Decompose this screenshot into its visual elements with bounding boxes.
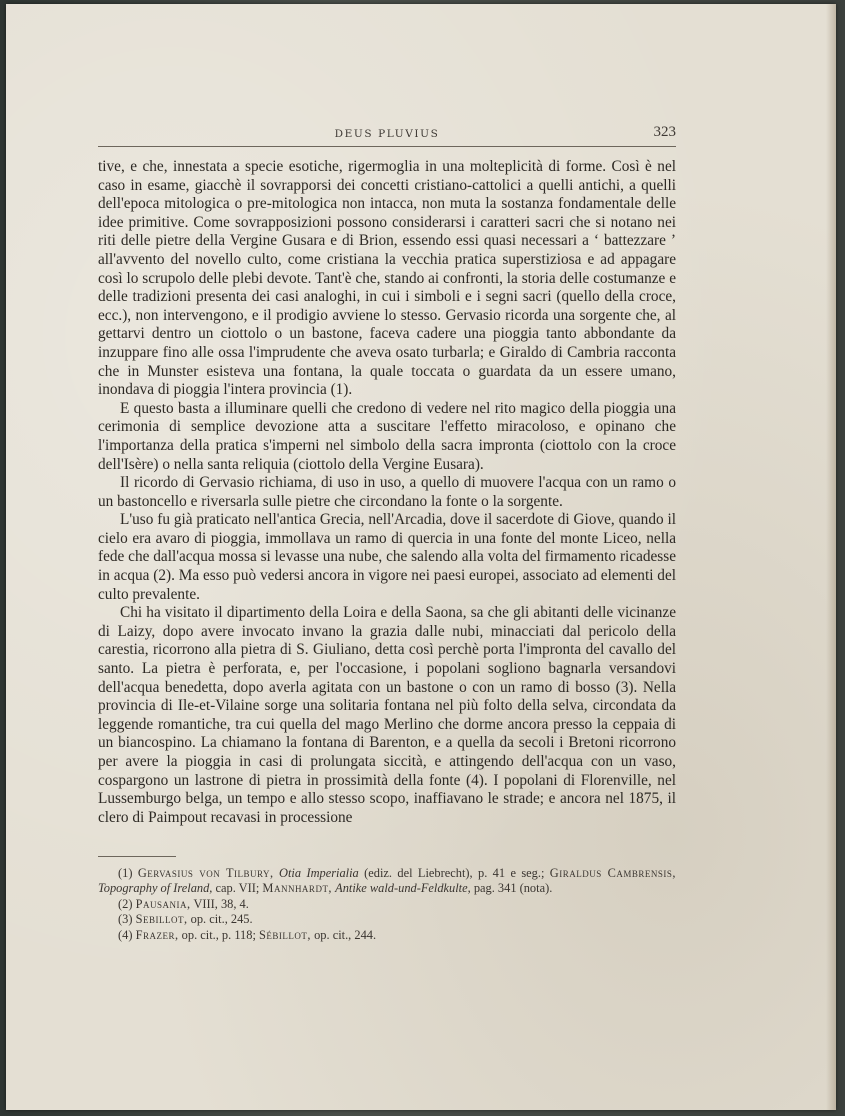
footnote-4 xyxy=(98,928,676,943)
footnote-4-detail-2: op. cit., 244. xyxy=(314,927,377,942)
footnote-1-author-gervasius: Gervasius von Tilbury, xyxy=(137,866,274,880)
footnote-1-author-giraldus: Giraldus Cambrensis, xyxy=(549,866,676,880)
paragraph-5: Chi ha visitato il dipartimento della Loira e della Saona, sa che gli abitanti delle vicinanze di Laizy, dopo avere invocato invano la grazia dalle nubi, minacciati dal pericolo della carestia, ricorrono alla pietra di S. Giuliano, detta così perchè porta l'impronta del cavallo del santo. La pietra è perforata, e, per l'occasione, i popolani sogliono bagnarla versandovi dell'acqua benedetta, dopo averla agitata con un bastone o con un ramo di bosso (3). Nella provincia di Ile-et-Vilaine sorge una solitaria fontana nel più folto della selva, circondata da leggende romantiche, tra cui quella del mago Merlino che dorme ancora presso la ceppaia di un biancospino. La chiamano la fontana di Barenton, e a quella da secoli i Bretoni ricorrono per avere la pioggia in casi di prolungata siccità, e attingendo dell'acqua con un vaso, cospargono un lastrone di pietra in prossimità della fonte (4). I popolani di Florenville, nel Lussemburgo belga, un tempo e allo stesso scopo, inaffiavano le strade; e ancora nel 1875, il clero di Paimpout recavasi in processione xyxy=(98,604,676,826)
footnote-1 xyxy=(98,866,676,897)
running-title: DEUS PLUVIUS xyxy=(334,128,440,140)
footnote-3-author: Sebillot, xyxy=(135,912,188,927)
footnote-divider xyxy=(98,856,176,857)
footnote-1-detail-2: cap. VII; xyxy=(215,881,260,896)
footnote-3-detail: op. cit., 245. xyxy=(190,912,253,927)
footnote-2-number: (2) xyxy=(118,896,133,911)
running-header xyxy=(98,124,676,147)
paragraph-4: L'uso fu già praticato nell'antica Grecia, nell'Arcadia, dove il sacerdote di Giove, quando il cielo era avaro di pioggia, immollava un ramo di quercia in una fonte del monte Liceo, nella fede che dall'acqua mossa si levasse una nube, che salendo alla volta del firmamento ricadesse in acqua (2). Ma esso può vedersi ancora in vigore nei paesi europei, associato ad elementi del culto prevalente. xyxy=(98,511,676,603)
footnote-1-detail-1: (ediz. del Liebrecht), p. 41 e seg.; xyxy=(364,866,545,880)
footnote-1-title-antike: Antike wald-und-Feldkulte, xyxy=(335,881,471,896)
footnote-4-author-frazer: Frazer, xyxy=(135,927,179,942)
footnote-1-detail-3: pag. 341 (nota). xyxy=(473,881,553,896)
footnote-4-author-sebillot: Sébillot, xyxy=(259,927,311,942)
footnote-1-number: (1) xyxy=(118,866,133,880)
page-number: 323 xyxy=(653,124,676,140)
footnote-2-detail: VIII, 38, 4. xyxy=(193,896,249,911)
footnotes xyxy=(98,866,676,943)
paragraph-3: Il ricordo di Gervasio richiama, di uso in uso, a quello di muovere l'acqua con un ramo o un bastoncello e riversarla sulle pietre che circondano la fonte o la sorgente. xyxy=(98,474,676,510)
footnote-1-title-topography: Topography of Ireland, xyxy=(98,881,213,896)
footnote-1-author-mannhardt: Mannhardt, xyxy=(262,881,333,896)
footnote-2-author: Pausania, xyxy=(135,896,191,911)
paragraph-2: E questo basta a illuminare quelli che credono di vedere nel rito magico della pioggia una cerimonia di semplice devozione atta a suscitare l'effetto miracoloso, e opinano che l'importanza della pratica s'imperni nel simbolo della sacra impronta (ciottolo con la croce dell'Isère) o nella santa reliquia (ciottolo della Vergine Eusara). xyxy=(98,399,676,473)
footnote-4-number: (4) xyxy=(118,927,133,942)
footnote-3-number: (3) xyxy=(118,912,133,927)
footnote-4-detail-1: op. cit., p. 118; xyxy=(181,927,256,942)
footnote-2 xyxy=(98,897,676,912)
body-text xyxy=(98,158,676,827)
footnote-1-title-otia: Otia Imperialia xyxy=(279,866,359,880)
paragraph-1: tive, e che, innestata a specie esotiche, rigermoglia in una molteplicità di forme. Così è nel caso in esame, giacchè il sovrapporsi dei concetti cristiano-cattolici a quelli antichi, a quelli dell'epoca mitologica o pre-mitologica non intacca, non muta la sostanza fondamentale delle idee primitive. Come sovrapposizioni possono considerarsi i caratteri sacri che si notano nei riti delle pietre della Vergine Gusara e di Brion, essendo essi quasi necessari a ‘ battezzare ’ all'avvento del novello culto, come cristiana la vecchia pratica superstiziosa e ad appagare così lo scrupolo delle plebi devote. Tant'è che, stando ai confronti, la storia delle costumanze e delle tradizioni presenta dei casi analoghi, in cui i simboli e i segni sacri (quello della croce, ecc.), non intervengono, e il prodigio avviene lo stesso. Gervasio ricorda una sorgente che, al gettarvi dentro un ciottolo o un bastone, faceva cadere una pioggia tanto abbondante da inzuppare fino alle ossa l'imprudente che aveva osato turbarla; e Giraldo di Cambria racconta che in Munster esisteva una fontana, la quale toccata o guardata da un essere umano, inondava di pioggia l'intera provincia (1). xyxy=(98,158,676,399)
footnote-3 xyxy=(98,912,676,927)
